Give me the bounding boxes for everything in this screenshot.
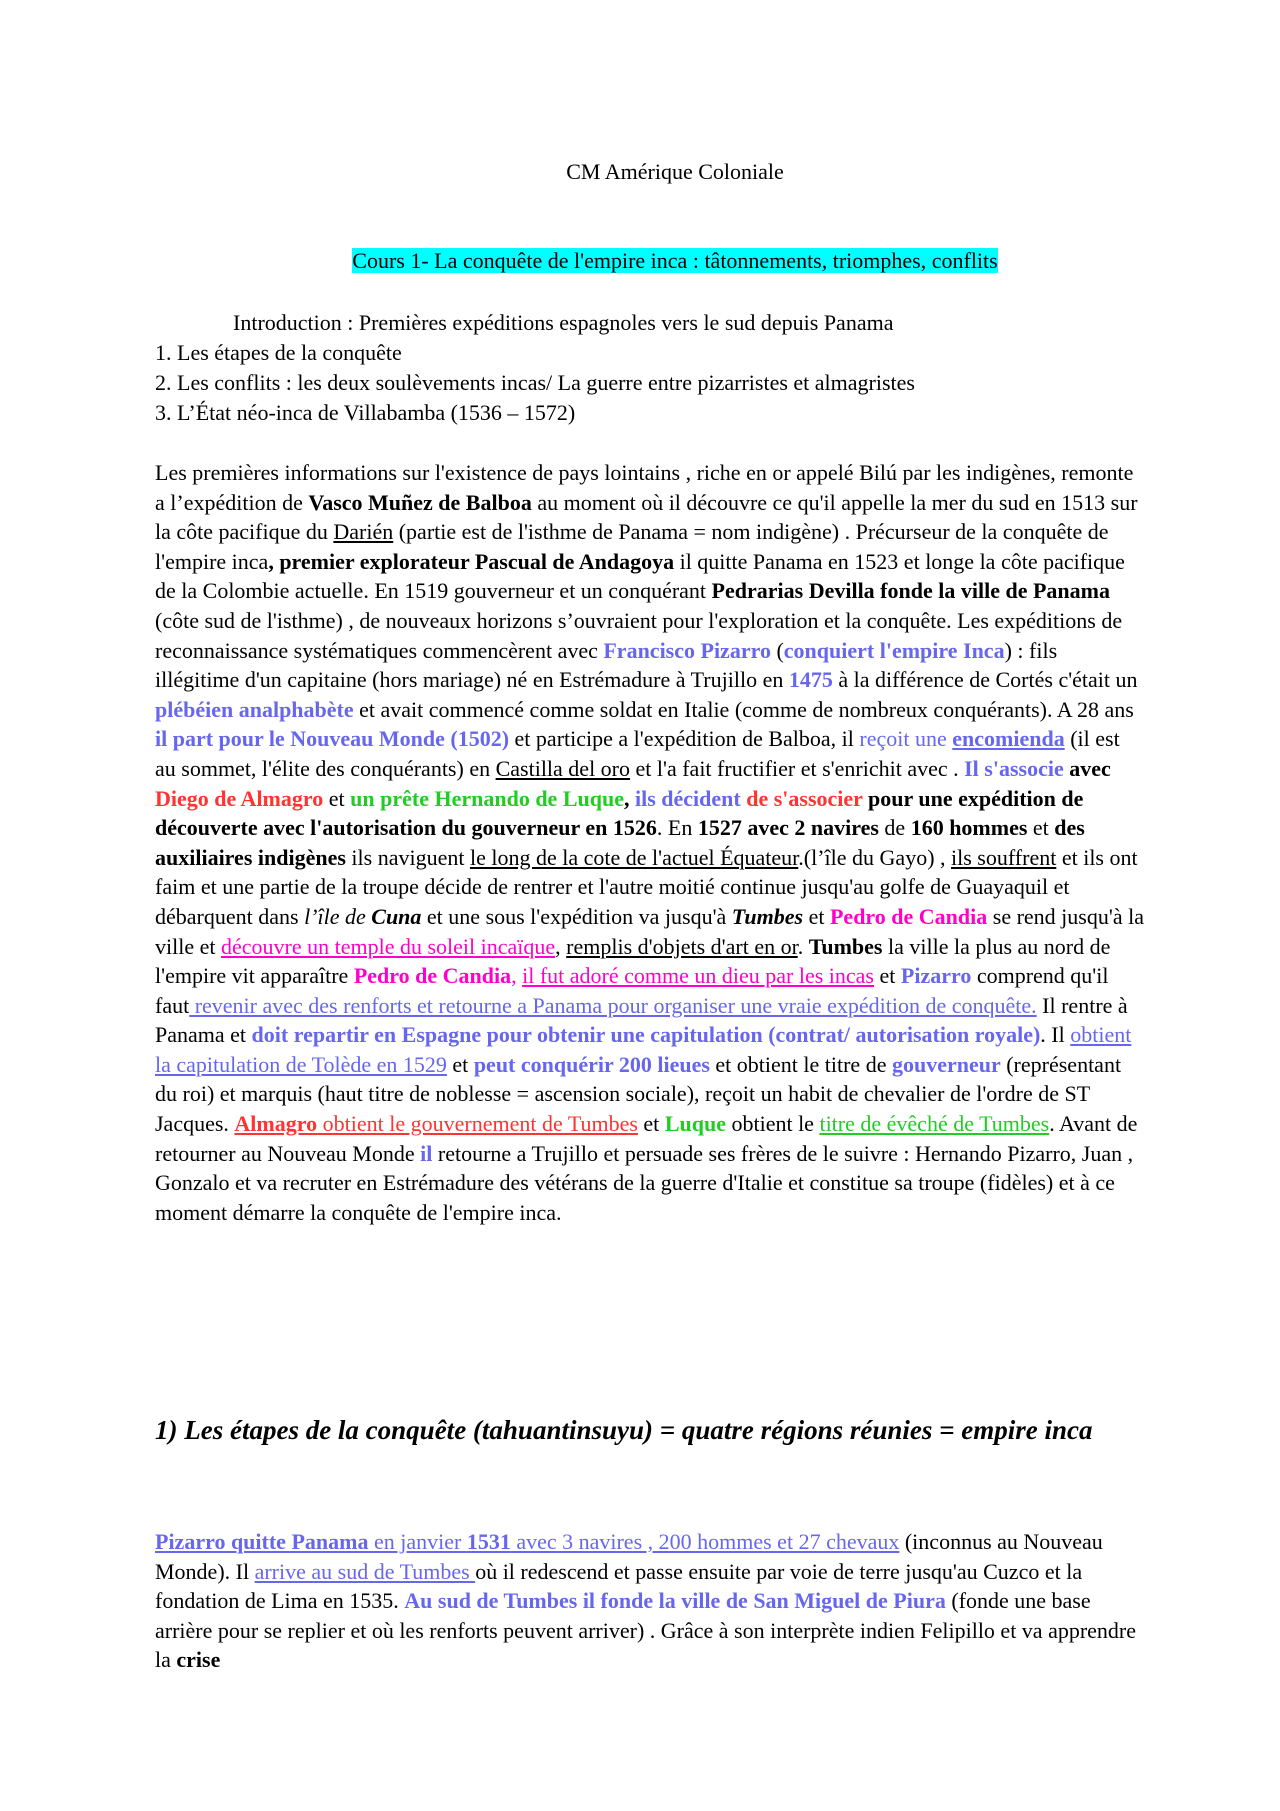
text-run: . Il bbox=[1040, 1022, 1071, 1048]
text-run: Almagro bbox=[234, 1111, 318, 1137]
text-run: Cuna bbox=[371, 903, 422, 929]
text-run: ils décident bbox=[634, 785, 741, 811]
text-run: peut conquérir 200 lieues bbox=[473, 1051, 710, 1077]
text-run: et bbox=[323, 785, 351, 811]
text-run: en janvier bbox=[368, 1529, 467, 1554]
text-run: 1527 avec 2 navires bbox=[697, 815, 879, 841]
text-run: Darién bbox=[333, 519, 394, 545]
text-run: crise bbox=[176, 1647, 221, 1673]
toc-item: 1. Les étapes de la conquête bbox=[155, 340, 402, 365]
text-run: l’île de bbox=[304, 903, 372, 929]
course-title-highlight: Cours 1- La conquête de l'empire inca : tâtonnements, triomphes, conflits bbox=[352, 248, 998, 273]
text-run: et avait commencé comme soldat en Italie (comme de nombreux conquérants). A 28 ans bbox=[353, 696, 1134, 722]
text-run: Pedrarias Devilla fonde la ville de Panama bbox=[711, 578, 1110, 604]
text-run: de bbox=[878, 815, 911, 841]
text-run: Tumbes bbox=[808, 933, 883, 959]
text-run: (inconnus au Nouveau Monde). Il bbox=[155, 1529, 1103, 1584]
text-run: Au sud de Tumbes il fonde la ville de San Miguel de Piura bbox=[404, 1588, 946, 1614]
toc-item: 3. L’État néo-inca de Villabamba (1536 – 1572) bbox=[155, 400, 576, 425]
text-run: . bbox=[797, 933, 809, 959]
text-run: doit repartir en Espagne pour obtenir une capitulation (contrat/ autorisation royale) bbox=[251, 1022, 1041, 1048]
table-of-contents bbox=[155, 308, 1145, 428]
text-run: , premier explorateur Pascual de Andagoya bbox=[268, 548, 675, 574]
text-run: remplis d'objets d'art en or bbox=[566, 933, 798, 959]
text-run: obtient le bbox=[725, 1111, 820, 1137]
text-run: .(l’île du Gayo) , bbox=[798, 844, 952, 870]
text-run: Luque bbox=[664, 1111, 726, 1137]
text-run: Pedro de Candia bbox=[829, 903, 988, 929]
text-run: (représentant du roi) et marquis (haut titre de noblesse = ascension sociale), reçoit un habit de chevalier de l'ordre de ST Jacques. bbox=[155, 1051, 1122, 1137]
text-run: il bbox=[420, 1140, 433, 1166]
text-run: un prête Hernando de Luque bbox=[350, 785, 624, 811]
text-run: ( bbox=[770, 637, 784, 663]
text-run: et l'a fait fructifier et s'enrichit avec . bbox=[630, 755, 965, 781]
text-run: Les premières informations sur l'existence de pays lointains , riche en or appelé Bilú par les indigènes, remonte a l’expédition de bbox=[155, 460, 1134, 515]
text-run: titre de évêché de Tumbes bbox=[819, 1111, 1050, 1137]
text-run: , bbox=[555, 933, 567, 959]
text-run: (fonde une base arrière pour se replier et où les renforts peuvent arriver) . Grâce à son interprète indien Felipillo et va apprendre la bbox=[155, 1588, 1137, 1673]
text-run: de s'associer bbox=[740, 785, 863, 811]
text-run: Castilla del oro bbox=[495, 755, 631, 781]
text-run: , bbox=[511, 963, 523, 989]
text-run: et participe a l'expédition de Balboa, il bbox=[509, 726, 860, 752]
text-run: Francisco Pizarro bbox=[603, 637, 771, 663]
text-run: au moment où il découvre ce qu'il appelle la mer du sud en 1513 sur la côte pacifique du bbox=[155, 489, 1138, 545]
text-run: et ils ont faim et une partie de la troupe décide de rentrer et l'autre moitié continue jusqu'au golfe de Guayaquil et débarquent dans bbox=[155, 844, 1138, 929]
text-run: Tumbes bbox=[731, 903, 804, 929]
text-run: revenir avec des renforts et retourne a Panama pour organiser une vraie expédition de conquête. bbox=[189, 992, 1037, 1018]
intro-paragraph bbox=[155, 458, 1145, 1227]
toc-intro: Introduction : Premières expéditions espagnoles vers le sud depuis Panama bbox=[233, 310, 894, 335]
text-run: Diego de Almagro bbox=[155, 785, 324, 811]
text-run: obtient la capitulation de Tolède en 1529 bbox=[155, 1022, 1132, 1077]
text-run: Pizarro bbox=[900, 963, 972, 989]
text-run: ) : fils illégitime d'un capitaine (hors mariage) né en Estrémadure à Trujillo en bbox=[155, 637, 1058, 693]
text-run: gouverneur bbox=[891, 1051, 1001, 1077]
text-run: ils souffrent bbox=[951, 844, 1057, 870]
text-run: avec bbox=[1063, 755, 1111, 781]
text-run: des auxiliaires indigènes bbox=[155, 815, 1085, 870]
text-run: il part pour le Nouveau Monde (1502) bbox=[155, 726, 510, 752]
text-run: conquiert l'empire Inca bbox=[783, 637, 1005, 663]
text-run: pour une expédition de découverte avec l'autorisation du gouverneur en 1526 bbox=[155, 785, 1084, 841]
text-run: et obtient le titre de bbox=[709, 1051, 892, 1077]
text-run: le long de la cote de l'actuel Équateur bbox=[469, 844, 799, 870]
text-run: la ville la plus au nord de l'empire vit apparaître bbox=[155, 933, 1111, 989]
text-run: (partie est de l'isthme de Panama = nom indigène) . Précurseur de la conquête de l'empire inca bbox=[155, 519, 1109, 574]
text-run: (il est au sommet, l'élite des conquérants) en bbox=[155, 726, 1120, 781]
text-run: , bbox=[623, 785, 635, 811]
text-run: et bbox=[1027, 815, 1055, 841]
text-run: . Avant de retourner au Nouveau Monde bbox=[155, 1111, 1138, 1166]
text-run: découvre un temple du soleil incaïque bbox=[220, 933, 556, 959]
text-run: et bbox=[637, 1111, 665, 1137]
text-run: et bbox=[446, 1051, 474, 1077]
text-run: Il s'associe bbox=[964, 755, 1064, 781]
text-run: 160 hommes bbox=[910, 815, 1028, 841]
text-run: Il rentre à Panama et bbox=[155, 992, 1128, 1048]
text-run: où il redescend et passe ensuite par voie de terre jusqu'au Cuzco et la fondation de Lima en 1535. bbox=[155, 1558, 1083, 1614]
text-run: Pizarro quitte Panama bbox=[155, 1529, 369, 1554]
text-run: Pedro de Candia bbox=[353, 963, 512, 989]
text-run: reçoit une bbox=[859, 726, 953, 752]
course-title bbox=[0, 246, 1280, 276]
text-run: se rend jusqu'à la ville et bbox=[155, 903, 1144, 959]
text-run: retourne a Trujillo et persuade ses frères de le suivre : Hernando Pizarro, Juan , Gonzalo et va recruter en Estrémadure des vétérans de la guerre d'Italie et constitue sa troupe (fidèles) et à ce moment démarre la conquête de l'empire inca. bbox=[155, 1140, 1134, 1225]
text-run: (côte sud de l'isthme) , de nouveaux horizons s’ouvraient pour l'exploration et la conquête. Les expéditions de reconnaissance systématiques commencèrent avec bbox=[155, 607, 1123, 663]
text-run: comprend qu'il faut bbox=[155, 963, 1109, 1018]
text-run: Vasco Muñez de Balboa bbox=[308, 489, 532, 515]
text-run: avec 3 navires , 200 hommes et 27 chevaux bbox=[510, 1529, 900, 1554]
text-run: et bbox=[803, 903, 830, 929]
text-run: 1475 bbox=[788, 667, 833, 693]
text-run: ils naviguent bbox=[345, 844, 470, 870]
text-run: encomienda bbox=[952, 726, 1065, 752]
text-run: et une sous l'expédition va jusqu'à bbox=[421, 903, 732, 929]
text-run: 1531 bbox=[466, 1529, 511, 1554]
text-run: il fut adoré comme un dieu par les incas bbox=[522, 963, 874, 989]
text-run: à la différence de Cortés c'était un bbox=[832, 667, 1138, 693]
text-run: plébéien analphabète bbox=[155, 696, 354, 722]
document-title: CM Amérique Coloniale bbox=[566, 159, 784, 184]
section-paragraph bbox=[155, 1527, 1145, 1675]
toc-item: 2. Les conflits : les deux soulèvements incas/ La guerre entre pizarristes et almagristes bbox=[155, 370, 915, 395]
text-run: . En bbox=[656, 815, 698, 841]
text-run: obtient le gouvernement de Tumbes bbox=[317, 1111, 638, 1137]
text-run: il quitte Panama en 1523 et longe la côte pacifique de la Colombie actuelle. En 1519 gouverneur et un conquérant bbox=[155, 548, 1125, 604]
section-heading: 1) Les étapes de la conquête (tahuantinsuyu) = quatre régions réunies = empire inca bbox=[155, 1415, 1093, 1445]
text-run: et bbox=[874, 963, 901, 989]
text-run: arrive au sud de Tumbes bbox=[254, 1558, 476, 1584]
